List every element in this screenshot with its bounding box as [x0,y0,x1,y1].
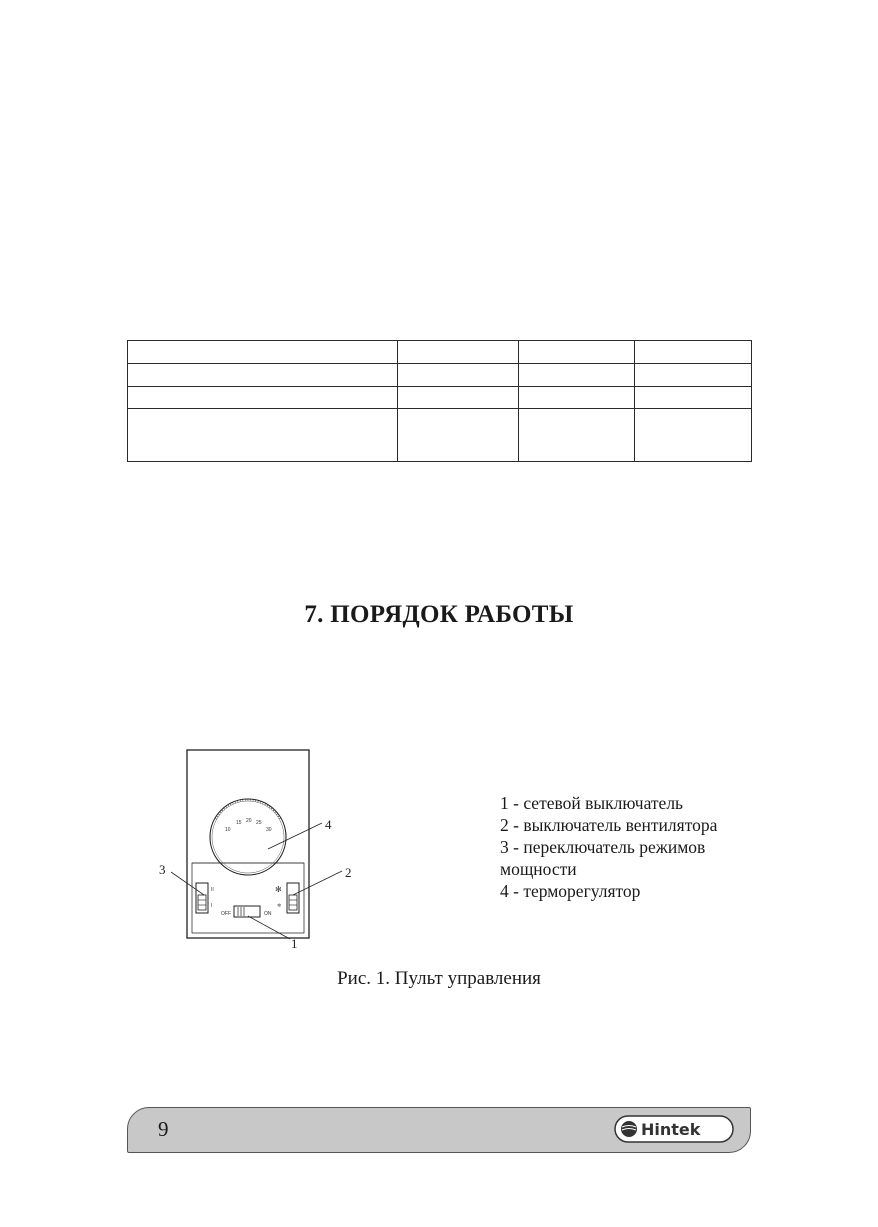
control-panel-drawing [150,745,365,955]
spec-table [127,340,752,462]
hintek-logo [614,1115,734,1143]
table-row [128,387,752,409]
table-cell [635,364,752,387]
table-cell [128,364,398,387]
table-cell [398,409,519,462]
legend-item: 2 - выключатель вентилятора [500,815,718,835]
dial-tick: 30 [266,827,272,833]
table-cell [128,387,398,409]
dial-tick: 20 [246,818,252,824]
mode-high-label: II [211,887,214,893]
power-switch [221,906,272,917]
mode-switch [196,883,214,913]
table-row [128,409,752,462]
fan-switch [275,883,299,913]
callout-3: 3 [159,862,166,877]
mode-low-label: I [211,903,213,909]
control-panel-figure [150,745,365,955]
table-cell [519,364,635,387]
table-cell [128,341,398,364]
dial-tick: 25 [256,820,262,826]
section-title: 7. ПОРЯДОК РАБОТЫ [304,601,574,628]
table-cell [519,387,635,409]
off-label: OFF [221,911,231,917]
heat-icon: ✲ [277,903,282,909]
dial-tick: 10 [225,827,231,833]
figure-legend [500,792,770,902]
page-footer [127,1107,751,1153]
figure-caption [0,968,878,990]
table-cell [635,341,752,364]
table-cell [128,409,398,462]
legend-item: 3 - переключатель режимов [500,837,706,857]
callout-2: 2 [345,865,352,880]
legend-item: мощности [500,859,577,879]
table-cell [635,409,752,462]
table-row [128,364,752,387]
table-cell [398,341,519,364]
table-cell [398,364,519,387]
legend-item: 1 - сетевой выключатель [500,793,684,813]
on-label: ON [264,911,272,917]
table-cell [398,387,519,409]
logo-text: Hintek [641,1120,701,1139]
table-row [128,341,752,364]
table-cell [635,387,752,409]
table-cell [519,409,635,462]
callout-1: 1 [291,936,298,951]
dial-tick: 15 [236,820,242,826]
page-number: 9 [158,1117,169,1141]
caption-text: Рис. 1. Пульт управления [337,968,541,989]
table-cell [519,341,635,364]
fan-icon: ✻ [275,885,282,894]
legend-item: 4 - терморегулятор [500,881,641,901]
callout-4: 4 [325,817,332,832]
